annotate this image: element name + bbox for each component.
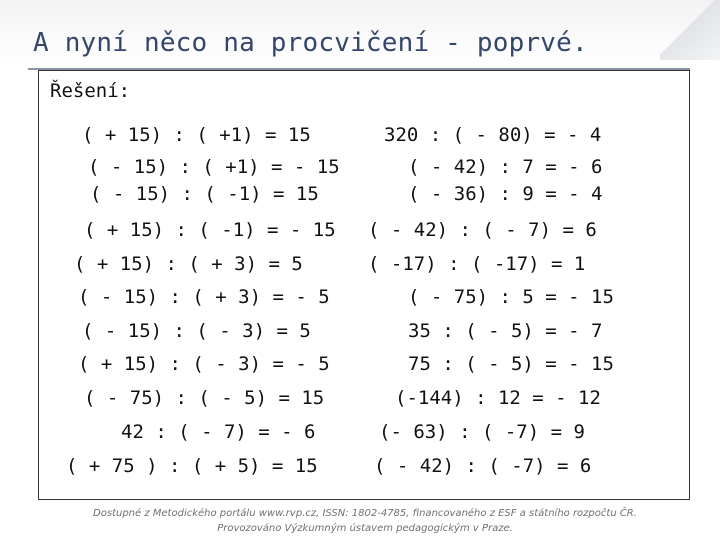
left-equation: ( + 15) : ( - 3) = - 5 [78,353,330,375]
footer-line: Provozováno Výzkumným ústavem pedagogickým v Praze. [217,523,513,534]
left-equation: ( + 75 ) : ( + 5) = 15 [66,455,318,477]
left-equation: ( - 15) : ( - 3) = 5 [82,320,311,342]
right-equation: ( - 42) : 7 = - 6 [408,156,603,178]
left-equation: ( - 75) : ( - 5) = 15 [84,387,325,409]
right-equation: ( - 75) : 5 = - 15 [408,286,614,308]
left-equation: ( + 15) : ( +1) = 15 [82,124,311,146]
slide-title: A nyní něco na procvičení - poprvé. [33,28,588,58]
right-equation: 320 : ( - 80) = - 4 [384,124,602,146]
left-equation: 42 : ( - 7) = - 6 [121,421,316,443]
right-equation: ( - 36) : 9 = - 4 [408,183,603,205]
right-equation: 75 : ( - 5) = - 15 [408,353,614,375]
left-equation: ( + 15) : ( + 3) = 5 [74,253,303,275]
decorative-corner [660,0,720,60]
right-equation: (-144) : 12 = - 12 [395,387,601,409]
right-equation: ( -17) : ( -17) = 1 [368,253,586,275]
left-equation: ( - 15) : ( +1) = - 15 [88,156,340,178]
right-equation: 35 : ( - 5) = - 7 [408,320,603,342]
right-equation: ( - 42) : ( - 7) = 6 [368,219,597,241]
solution-label: Řešení: [50,80,131,102]
right-equation: ( - 42) : ( -7) = 6 [374,455,592,477]
left-equation: ( + 15) : ( -1) = - 15 [84,219,336,241]
left-equation: ( - 15) : ( -1) = 15 [90,183,319,205]
footer-line: Dostupné z Metodického portálu www.rvp.cz, ISSN: 1802-4785, financovaného z ESF a státního rozpočtu ČR. [93,508,637,519]
left-equation: ( - 15) : ( + 3) = - 5 [78,286,330,308]
footer-credit [60,506,670,536]
right-equation: (- 63) : ( -7) = 9 [379,421,585,443]
